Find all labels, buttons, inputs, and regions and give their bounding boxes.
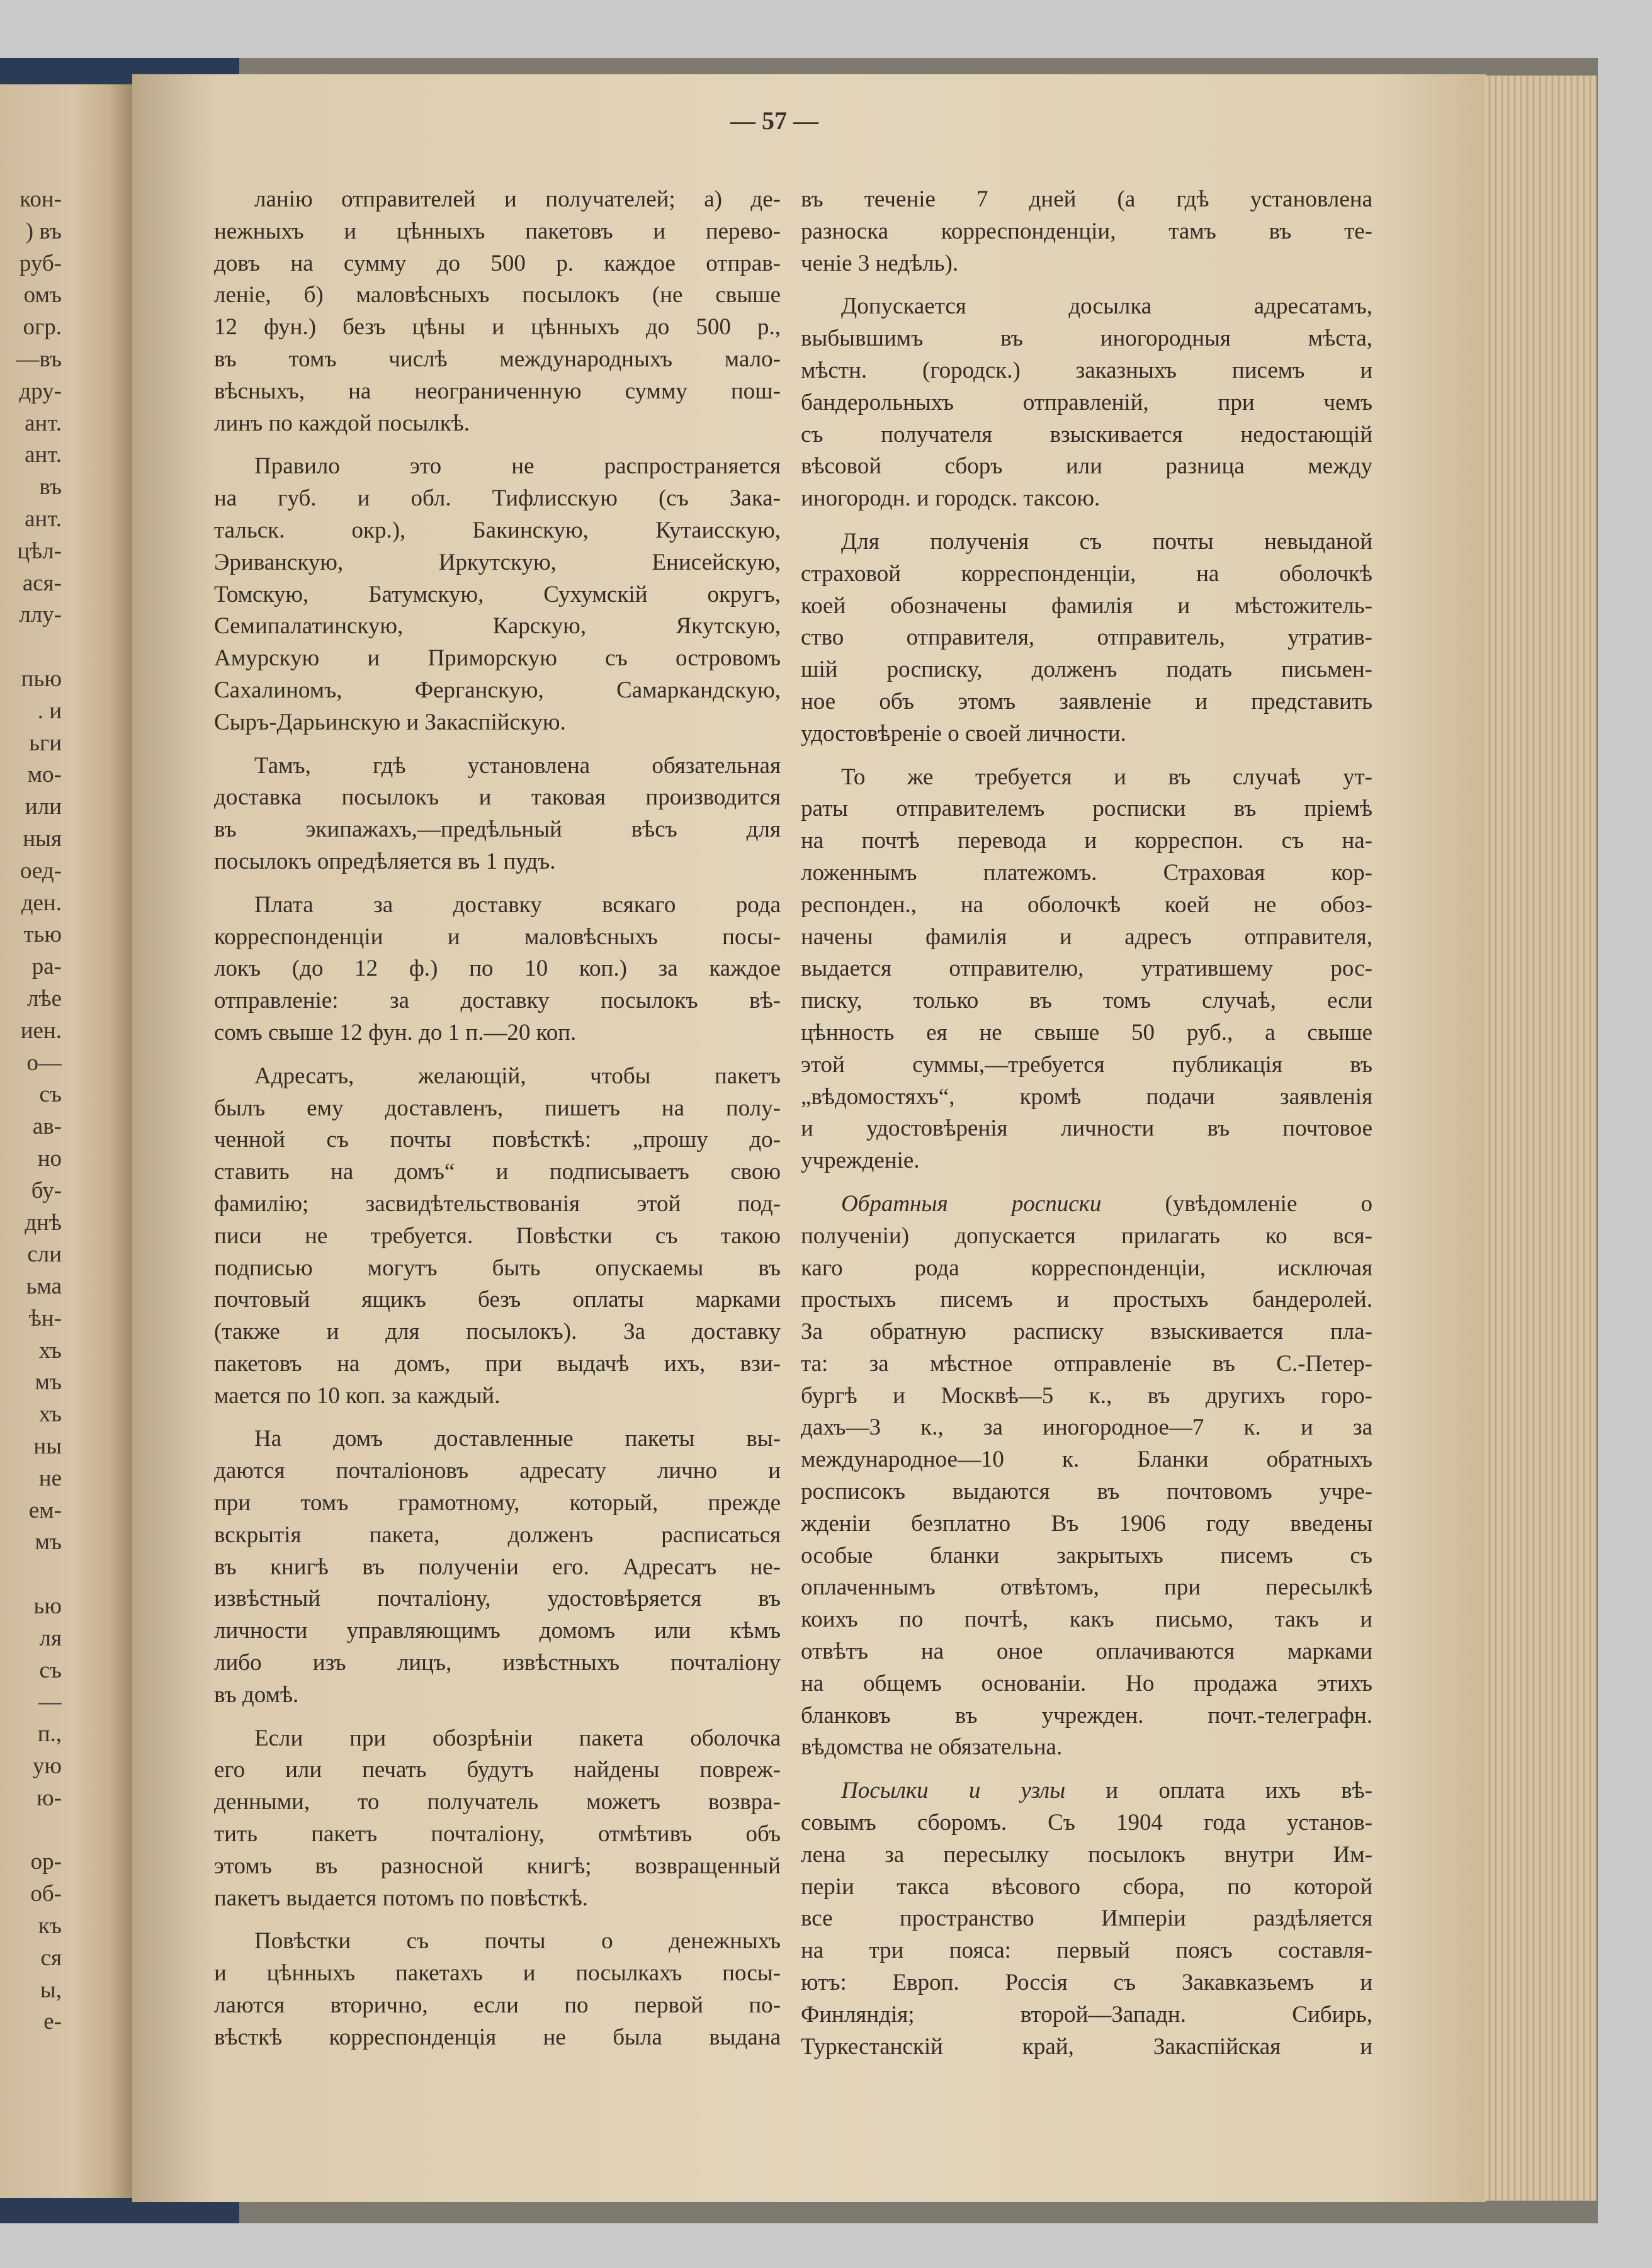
paragraph [801,291,1372,515]
text-line: этомъ въ разносной книгѣ; возвращенный [214,1853,781,1879]
text-line: Семипалатинскую, Карскую, Якутскую, [214,613,781,640]
text-line: лаются вторично, если по первой по- [214,1992,781,2019]
text-line: тить пакетъ почталіону, отмѣтивъ объ [214,1821,781,1848]
text-line: корреспонденціи и маловѣсныхъ посы- [214,923,781,950]
left-column [214,184,781,2054]
text-line: пакетовъ на домъ, при выдачѣ ихъ, взи- [214,1350,781,1377]
text-line: почтовый ящикъ безъ оплаты марками [214,1287,781,1313]
text-line: шій росписку, долженъ подать письмен- [801,657,1372,683]
text-line: „вѣдомостяхъ“, кромѣ подачи заявленія [801,1083,1372,1110]
text-line: бланковъ въ учрежден. почт.-телеграфн. [801,1702,1372,1729]
text-line: выбывшимъ въ иногородныя мѣста, [801,325,1372,352]
text-line: вѣдомства не обязательна. [801,1734,1063,1761]
left-page-fragment: ася- [22,570,62,596]
text-line: этой суммы,—требуется публикація въ [801,1051,1372,1078]
left-page-fragment: ор- [30,1849,62,1875]
left-page-fragment: мъ [35,1529,62,1555]
text-line [801,1188,1372,1221]
text-line: довъ на сумму до 500 р. каждое отправ- [214,250,781,276]
text-line: росписокъ выдаются въ почтовомъ учре- [801,1479,1372,1505]
paragraph [214,750,781,878]
paragraph-gap [801,1177,1372,1188]
text-line: въ книгѣ въ полученіи его. Адресатъ не- [214,1554,781,1580]
text-line: За обратную расписку взыскивается пла- [801,1319,1372,1345]
text-line: оплаченнымъ отвѣтомъ, при пересылкѣ [801,1574,1372,1601]
paragraph-lead: Обратныя росписки [841,1190,1102,1217]
text-line: ланію отправителей и получателей; а) де- [254,186,781,212]
text-line: разноска корреспонденціи, тамъ въ те- [801,218,1372,244]
text-line: локъ (до 12 ф.) по 10 коп.) за каждое [214,956,781,982]
text-line: коей обозначены фамилія и мѣстожитель- [801,592,1372,619]
paragraph-gap [214,1914,781,1926]
text-line: мается по 10 коп. за каждый. [214,1382,501,1409]
left-page-fragment: ую [32,1753,62,1780]
paragraph-gap [214,1049,781,1061]
text-line [801,1775,1372,1807]
text-line: Туркестанскій край, Закаспійская и [801,2033,1372,2060]
text-line: денными, то получатель можетъ возвра- [214,1789,781,1815]
paragraph [801,1188,1372,1764]
page-edges [1485,76,1597,2201]
left-page-fragment: въ [39,474,62,500]
text-line: Томскую, Батумскую, Сухумскій округъ, [214,581,781,607]
text-line: на губ. и обл. Тифлисскую (съ Зака- [214,485,781,512]
text-line: линъ по каждой посылкѣ. [214,410,470,436]
left-page-fragment: ант. [25,442,62,468]
paragraph-gap [801,750,1372,762]
text-line: ство отправителя, отправитель, утратив- [801,624,1372,651]
text-line: страховой корреспонденціи, на оболочкѣ [801,560,1372,587]
left-page-fragment [0,631,62,663]
text-line: въ домѣ. [214,1681,299,1708]
left-page-fragment: ы, [40,1977,62,2003]
text-line: леніе, б) маловѣсныхъ посылокъ (не свыше [214,282,781,308]
text-line: бургѣ и Москвѣ—5 к., въ другихъ горо- [801,1382,1372,1409]
text-line: То же требуется и въ случаѣ ут- [841,764,1372,790]
paragraph-gap [801,515,1372,526]
paragraph-gap [214,739,781,750]
text-line: 12 фун.) безъ цѣны и цѣнныхъ до 500 р., [214,314,781,341]
text-line: вѣсткѣ корреспонденція не была выдана [214,2024,781,2050]
paragraph [801,526,1372,750]
text-line: вскрытія пакета, долженъ расписаться [214,1521,781,1548]
text-line: отправленіе: за доставку посылокъ вѣ- [214,988,781,1014]
left-page-fragment [0,1815,62,1847]
left-page-fragment: цѣл- [17,538,62,564]
text-line: писи не требуется. Повѣстки съ такою [214,1222,781,1249]
left-page-fragment: кон- [20,186,62,212]
text-line: въ экипажахъ,—предѣльный вѣсъ для [214,816,781,843]
text-line: Тамъ, гдѣ установлена обязательная [254,752,781,779]
left-page-fragment: ьма [26,1273,62,1300]
text-line: Правило это не распространяется [254,453,781,480]
text-line: ложеннымъ платежомъ. Страховая кор- [801,859,1372,886]
paragraph [214,1061,781,1413]
paragraph-gap [214,439,781,451]
text-line: совымъ сборомъ. Съ 1904 года установ- [801,1810,1372,1836]
text-line: и удостовѣренія личности въ почтовое [801,1115,1372,1142]
text-line: коихъ по почтѣ, какъ письмо, такъ и [801,1606,1372,1633]
text-line: Для полученія съ почты невыданой [841,528,1372,555]
text-line: вѣсовой сборъ или разница между [801,453,1372,480]
left-page-fragment: ѣн- [28,1305,62,1331]
left-page-fragment: тью [23,922,62,948]
left-page-fragment: ден. [21,889,62,916]
text-line: даются почталіоновъ адресату лично и [214,1458,781,1484]
left-page-fragment: ся [40,1944,62,1971]
text-line: пакетъ выдается потомъ по повѣсткѣ. [214,1885,588,1911]
text-line: ченной съ почты повѣсткѣ: „прошу до- [214,1127,781,1153]
left-page-fragment: ант. [25,410,62,436]
text-line: выдается отправителю, утратившему рос- [801,956,1372,982]
text-line: Повѣстки съ почты о денежныхъ [254,1928,781,1955]
left-page-fragment: ем- [28,1497,62,1523]
left-page-fragment: сли [27,1241,62,1268]
text-line: либо изъ лицъ, извѣстныхъ почталіону [214,1650,781,1676]
left-page-fragment: съ [39,1657,62,1683]
text-line: ное объ этомъ заявленіе и представить [801,688,1372,714]
paragraph [801,1775,1372,2063]
text-line: каго рода корреспонденціи, исключая [801,1255,1372,1281]
text-line: респонден., на оболочкѣ коей не обоз- [801,891,1372,918]
text-line: начены фамилія и адресъ отправителя, [801,923,1372,950]
left-page-fragment: хъ [38,1401,62,1428]
paragraph [214,451,781,738]
text-line: на три пояса: первый поясъ составля- [801,1938,1372,1964]
text-line: все пространство Имперіи раздѣляется [801,1905,1372,1932]
text-line: былъ ему доставленъ, пишетъ на полу- [214,1095,781,1121]
text-line: дахъ—3 к., за иногородное—7 к. и за [801,1414,1372,1441]
text-line: ставить на домъ“ и подписываетъ свою [214,1159,781,1185]
text-line: и цѣнныхъ пакетахъ и посылкахъ посы- [214,1960,781,1987]
text-line: бандерольныхъ отправленій, при чемъ [801,389,1372,415]
text-line: Финляндія; второй—Западн. Сибирь, [801,2001,1372,2028]
line-text: (увѣдомленіе о [1101,1190,1372,1217]
text-line: вѣсныхъ, на неограниченную сумму пош- [214,378,781,404]
text-line: на общемъ основаніи. Но продажа этихъ [801,1670,1372,1696]
paragraph-gap [801,279,1372,291]
text-line: личности управляющимъ домомъ или кѣмъ [214,1618,781,1644]
text-line: отвѣтъ на оное оплачиваются марками [801,1639,1372,1665]
left-page-fragment: мо- [27,762,62,788]
left-page-fragments [0,184,62,2038]
paragraph [214,1723,781,1915]
text-line: подписью могутъ быть опускаемы въ [214,1255,781,1281]
text-line: жденіи безплатно Въ 1906 году введены [801,1510,1372,1537]
paragraph [801,762,1372,1177]
text-line: международное—10 к. Бланки обратныхъ [801,1447,1372,1473]
text-line: писку, только въ томъ случаѣ, если [801,988,1372,1014]
left-page-fragment: . и [37,697,62,724]
text-line: простыхъ писемъ и простыхъ бандеролей. [801,1287,1372,1313]
text-line: на почтѣ перевода и корреспон. съ на- [801,828,1372,854]
left-page-fragment: ант. [25,505,62,532]
text-line: полученіи) допускается прилагать ко вся- [801,1222,1372,1249]
left-page-fragment: ля [39,1625,62,1651]
left-page-fragment: об- [30,1881,62,1907]
text-line: въ томъ числѣ международныхъ мало- [214,346,781,372]
text-line: въ теченіе 7 дней (а гдѣ установлена [801,186,1372,212]
text-line: удостовѣреніе о своей личности. [801,720,1126,747]
paragraph [214,1926,781,2053]
text-line: (также и для посылокъ). За доставку [214,1319,781,1345]
paragraph-gap [214,1712,781,1723]
left-page-fragment: —въ [16,346,62,372]
text-line: раты отправителемъ росписки въ пріемѣ [801,796,1372,822]
text-line: иногородн. и городск. таксою. [801,485,1100,512]
left-page-fragment: съ [39,1081,62,1108]
line-text: и оплата ихъ вѣ- [1065,1778,1372,1804]
text-line: сомъ свыше 12 фун. до 1 п.—20 коп. [214,1019,577,1046]
left-page-fragment [0,1559,62,1591]
left-page-fragment: или [25,794,62,820]
text-line: Плата за доставку всякаго рода [254,891,781,918]
text-line: ютъ: Европ. Россія съ Закавказьемъ и [801,1970,1372,1996]
text-line: та: за мѣстное отправленіе въ С.-Петер- [801,1350,1372,1377]
left-page-fragment: бу- [31,1177,62,1204]
left-page-fragment: оед- [20,857,62,884]
paragraph [214,889,781,1049]
text-line: Допускается досылка адресатамъ, [841,293,1372,320]
text-line: особые бланки закрытыхъ писемъ съ [801,1542,1372,1569]
text-line: учрежденіе. [801,1148,920,1174]
left-page-fragment: — [38,1689,62,1715]
text-line: тальск. окр.), Бакинскую, Кутаисскую, [214,517,781,543]
left-page-fragment: ) въ [25,218,62,244]
paragraph [214,184,781,439]
left-page-fragment: не [38,1465,62,1491]
text-line: нежныхъ и цѣнныхъ пакетовъ и перево- [214,218,781,244]
left-page-fragment: пью [21,665,62,692]
text-line: при томъ грамотному, который, прежде [214,1490,781,1516]
left-page-fragment: огр. [23,314,62,341]
left-page-fragment: мъ [35,1369,62,1396]
left-page-fragment: днѣ [25,1209,62,1236]
text-line: Адресатъ, желающій, чтобы пакетъ [254,1063,781,1089]
right-column [801,184,1372,2063]
left-page-fragment: омъ [23,282,62,308]
left-page-fragment: ныя [23,825,62,852]
left-page-fragment: п., [37,1721,62,1747]
paragraph [801,184,1372,279]
text-line: Эриванскую, Иркутскую, Енисейскую, [214,549,781,575]
text-line: На домъ доставленные пакеты вы- [254,1426,781,1452]
left-page-fragment: ью [33,1593,62,1620]
left-page-fragment: лѣе [27,985,62,1012]
text-line: мѣстн. (городск.) заказныхъ писемъ и [801,357,1372,383]
paragraph [214,1423,781,1711]
text-line: его или печать будутъ найдены повреж- [214,1757,781,1783]
text-line: извѣстный почталіону, удостовѣряется въ [214,1586,781,1612]
text-line: фамилію; засвидѣтельствованія этой под- [214,1190,781,1217]
left-page-fragment: ьги [29,730,62,756]
paragraph-gap [801,1764,1372,1775]
text-line: Сыръ-Дарьинскую и Закаспійскую. [214,709,566,735]
page-number: — 57 — [730,106,818,135]
text-line: доставка посылокъ и таковая производится [214,784,781,811]
left-page-fragment: но [37,1145,62,1171]
text-line: цѣнность ея не свыше 50 руб., а свыше [801,1019,1372,1046]
left-page-fragment: ны [33,1433,62,1460]
left-page-fragment: е- [43,2009,62,2035]
text-line: посылокъ опредѣляется въ 1 пудъ. [214,848,556,874]
text-line: Амурскую и Приморскую съ островомъ [214,645,781,672]
left-page-fragment: ра- [31,954,62,980]
text-line: лена за пересылку посылокъ внутри Им- [801,1841,1372,1868]
left-page-fragment: ллу- [19,602,62,628]
left-page-fragment: ав- [32,1114,62,1140]
left-page-fragment: къ [38,1913,62,1939]
left-page-fragment: иен. [20,1017,62,1044]
text-line: Если при обозрѣніи пакета оболочка [254,1725,781,1751]
text-line: Сахалиномъ, Ферганскую, Самаркандскую, [214,677,781,703]
left-page-fragment: руб- [19,250,62,276]
text-line: ченіе 3 недѣль). [801,250,959,276]
paragraph-lead: Посылки и узлы [841,1778,1066,1804]
left-page-fragment: дру- [19,378,62,404]
left-page-fragment: о— [26,1049,62,1076]
left-page-fragment: хъ [38,1337,62,1363]
paragraph-gap [214,878,781,889]
paragraph-gap [214,1412,781,1423]
text-line: періи такса вѣсового сбора, по которой [801,1873,1372,1900]
left-page-fragment: ю- [37,1785,62,1811]
text-line: съ получателя взыскивается недостающій [801,421,1372,448]
